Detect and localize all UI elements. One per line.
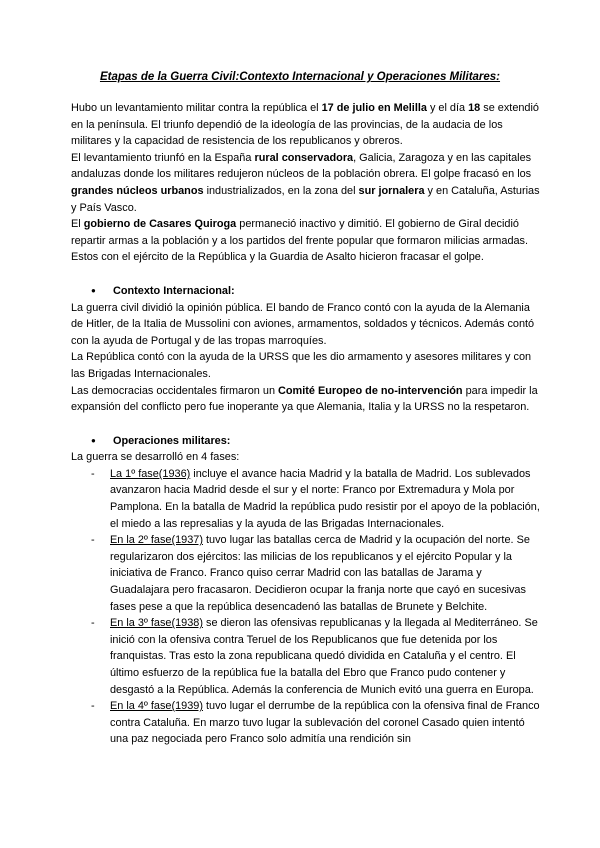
text-run: Hubo un levantamiento militar contra la república el xyxy=(71,102,322,114)
bold-text: 17 de julio en Melilla xyxy=(321,102,427,114)
dash-marker: - xyxy=(91,700,95,713)
contexto-paragraph-2: La República contó con la ayuda de la URSS que les dio armamento y asesores militares y con las Brigadas Internacionales. xyxy=(71,351,532,380)
operaciones-intro: La guerra se desarrolló en 4 fases: xyxy=(71,451,240,464)
list-item xyxy=(71,698,541,748)
dash-marker: - xyxy=(91,617,95,630)
intro-paragraph-2 xyxy=(71,150,541,216)
bold-text: rural conservadora xyxy=(254,151,354,164)
fase-text: incluye el avance hacia Madrid y la batalla de Madrid. Los sublevados avanzaron hacia Madrid desde el sur y el norte: Franco por Extremadura y Mola por Pamplona. En la batalla de Madrid la república pudo resistir por el apoyo de la población, el miedo a las represalias y la ayuda de las Brigadas Internacionales. xyxy=(110,467,540,530)
bold-text: gobierno de Casares Quiroga xyxy=(83,218,237,231)
text-run: Las democracias occidentales firmaron un xyxy=(71,384,279,397)
contexto-paragraph-3 xyxy=(71,383,541,416)
text-run: , Galicia, Zaragoza y en las capitales andaluzas donde los militares redujeron núcleos de la población obrera. El golpe fracasó en los xyxy=(71,151,532,181)
fase-text: tuvo lugar las batallas cerca de Madrid y la ocupación del norte. Se regularizaron dos ejércitos: las milicias de los republicanos y el ejército Popular y la iniciativa de Franco. Franco quiso cerrar Madrid con las batallas de Jarama y Guadalajara pero fracasaron. Decidieron ocupar la franja norte que cayó en sucesivas fases pese a que la república desencadenó las batallas de Brunete y Belchite. xyxy=(110,534,530,613)
dash-marker: - xyxy=(91,467,95,480)
text-run: industrializados, en la zona del xyxy=(203,184,359,197)
bold-text: grandes núcleos urbanos xyxy=(71,184,204,197)
text-run: y en Cataluña, Asturias y País Vasco. xyxy=(71,184,540,214)
intro-paragraph-1 xyxy=(71,100,541,150)
bold-text: 18 xyxy=(468,102,481,114)
fase-label: En la 4º fase(1939) xyxy=(110,700,203,713)
section-heading-operaciones: ● Operaciones militares: xyxy=(91,433,541,450)
text-run: permaneció inactivo y dimitió. El gobierno de Giral decidió repartir armas a la población y a los partidos del frente popular que formaron milicias armadas. Estos con el ejército de la República y la Guardia de Asalto hicieron fracasar el golpe. xyxy=(71,218,529,264)
contexto-paragraph-1: La guerra civil dividió la opinión pública. El bando de Franco contó con la ayuda de la Alemania de Hitler, de la Italia de Mussolini con aviones, armamentos, soldados y técnicos. Además contó con la ayuda de Portugal y de las tropas marroquíes. xyxy=(71,301,535,347)
list-item xyxy=(71,532,541,615)
text-run: se extendió en la península. El triunfo dependió de la ideología de las provincias, de la audacia de los militares y la capacidad de resistencia de los republicanos y obreros. xyxy=(71,102,539,148)
text-run: para impedir la expansión del conflicto pero fue inoperante ya que Alemania, Italia y la URSS no la respetaron. xyxy=(71,384,538,414)
fase-label: En la 3º fase(1938) xyxy=(110,617,203,630)
fase-label: En la 2º fase(1937) xyxy=(110,534,203,547)
list-item xyxy=(71,615,541,698)
text-run: y el día xyxy=(426,102,469,114)
fase-text: se dieron las ofensivas republicanas y la llegada al Mediterráneo. Se inició con la ofensiva contra Teruel de los Republicanos que fue detenida por los franquistas. Tras esto la zona republicana quedó dividida en Cataluña y el centro. El último esfuerzo de la república fue la batalla del Ebro que Franco pudo contener y desgastó a la República. Además la conferencia de Munich evitó una guerra en Europa. xyxy=(110,617,538,696)
fases-list xyxy=(71,466,541,748)
page-title: Etapas de la Guerra Civil:Contexto Internacional y Operaciones Militares: xyxy=(99,71,501,83)
spacer xyxy=(71,416,541,433)
section-heading-contexto: ● Contexto Internacional: xyxy=(91,283,541,300)
spacer xyxy=(71,266,541,283)
list-item xyxy=(71,466,541,532)
document-body xyxy=(71,100,541,748)
fase-text: tuvo lugar el derrumbe de la república con la ofensiva final de Franco contra Cataluña. En marzo tuvo lugar la sublevación del coronel Casado quien intentó una paz negociada pero Franco solo admitía una rendición sin xyxy=(110,700,540,746)
dash-marker: - xyxy=(91,534,95,547)
fase-label: La 1º fase(1936) xyxy=(110,467,191,480)
text-run: El levantamiento triunfó en la España xyxy=(71,151,255,164)
bold-text: sur jornalera xyxy=(358,184,425,197)
intro-paragraph-3 xyxy=(71,216,541,266)
bold-text: Comité Europeo de no-intervención xyxy=(278,384,463,397)
text-run: El xyxy=(71,218,84,231)
